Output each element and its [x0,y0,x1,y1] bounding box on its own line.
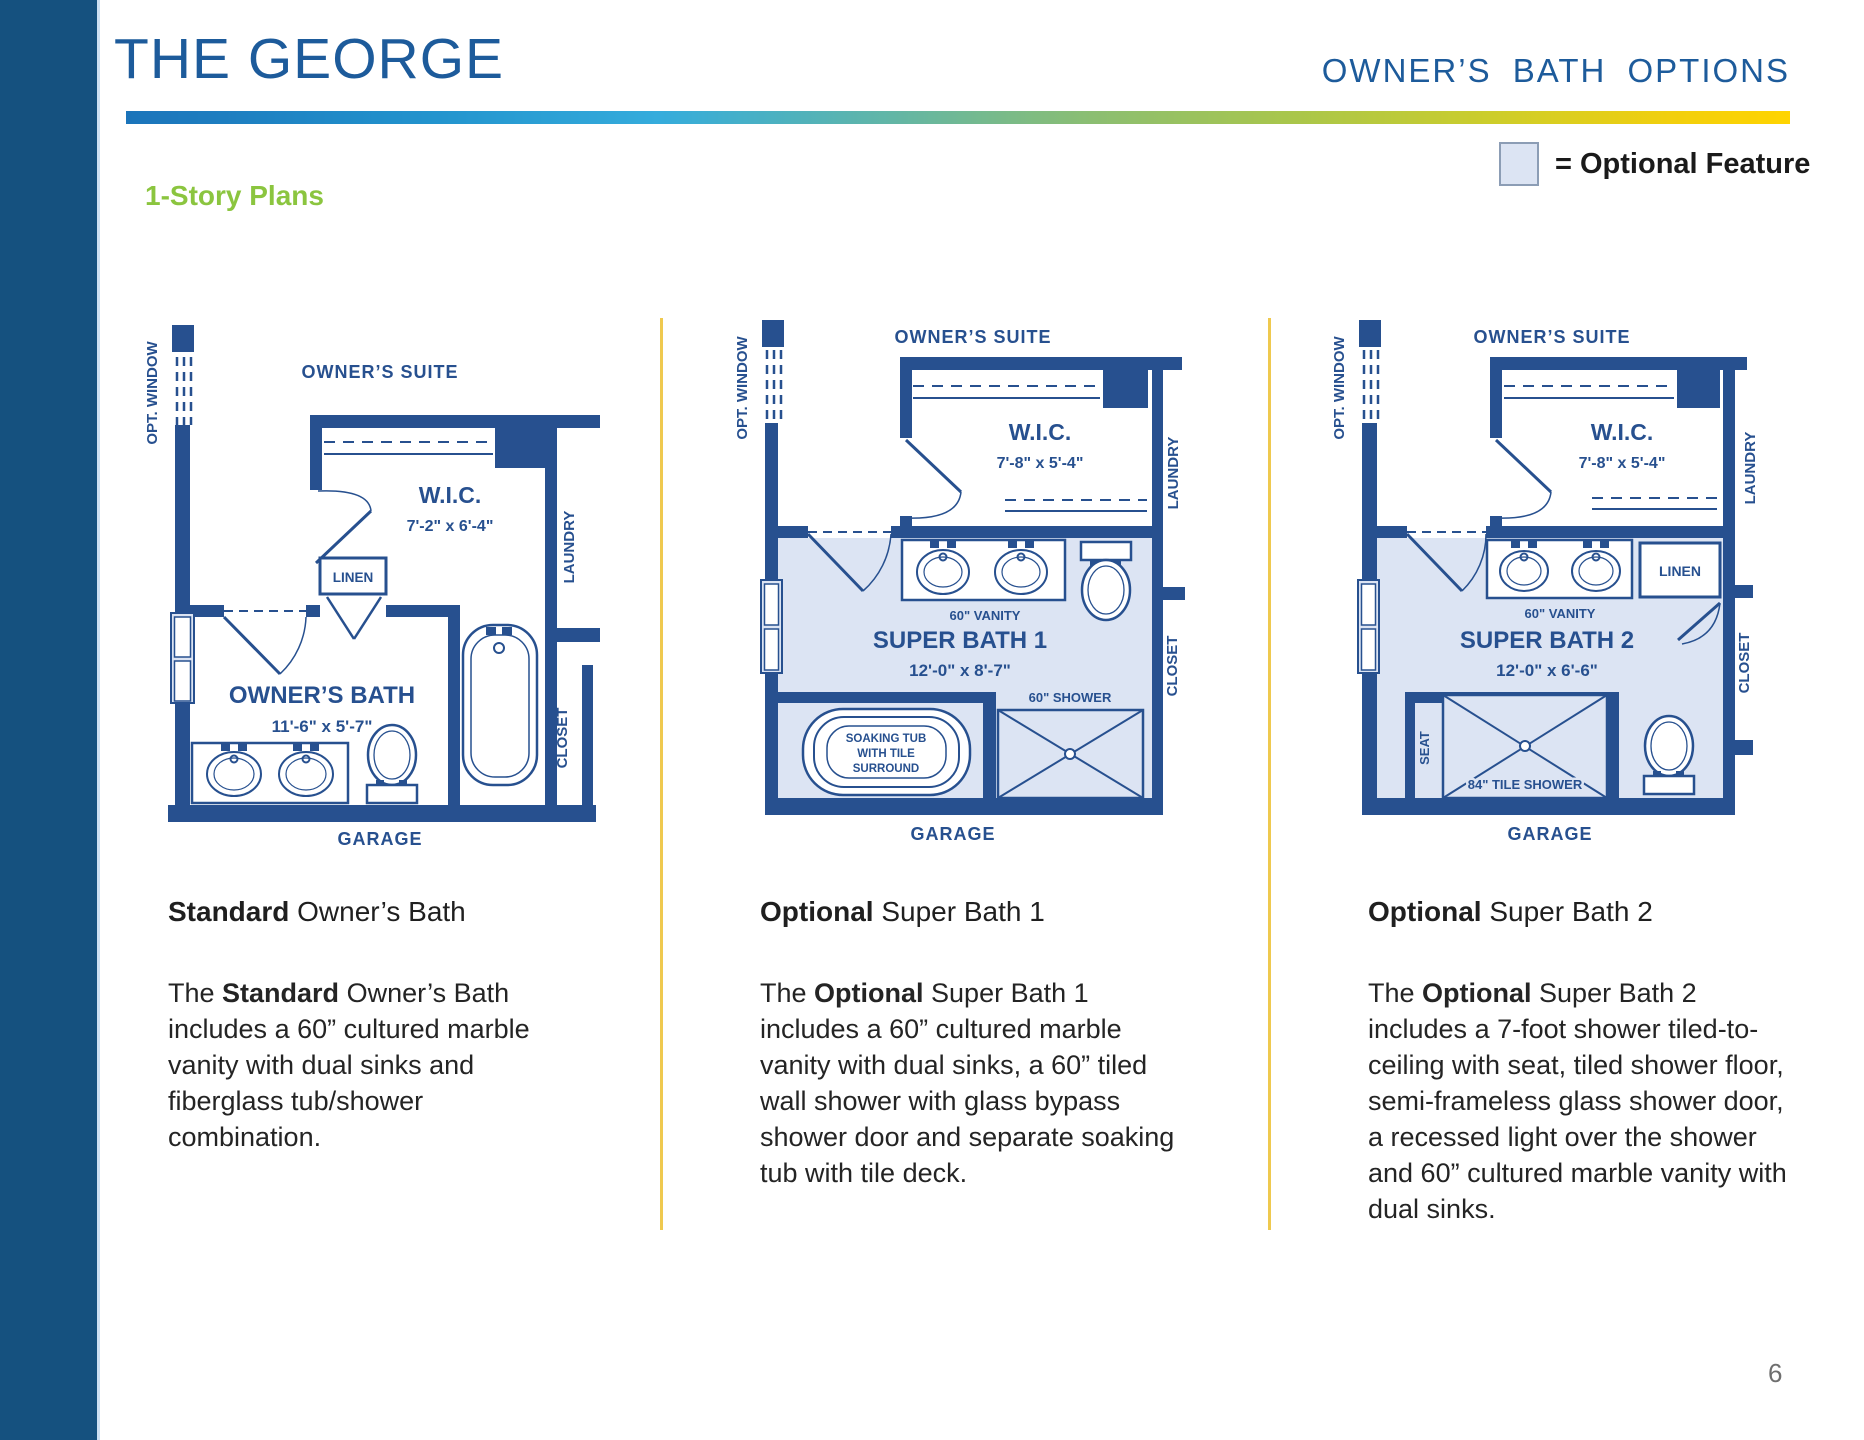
closet-label: CLOSET [554,707,571,769]
opt-window-label: OPT. WINDOW [1331,336,1348,440]
shower-fixture [998,710,1143,798]
room-dims: 12'-0" x 6'-6" [1496,661,1598,680]
caption-rest: Super Bath 1 [873,896,1045,927]
description-super-bath-2 [1368,975,1796,1227]
laundry-label: LAUNDRY [561,510,578,584]
floorplan-super-bath-2 [1312,268,1852,860]
desc-bold: Optional [1422,978,1532,1008]
vanity-fixture [1487,540,1632,598]
room-label: SUPER BATH 2 [1459,627,1635,654]
caption-standard-owners-bath [168,896,466,928]
caption-rest: Super Bath 2 [1481,896,1653,927]
desc-lead: The [760,978,815,1008]
caption-super-bath-1 [760,896,1045,928]
garage-label: GARAGE [1507,824,1593,844]
closet-label: CLOSET [1164,635,1181,697]
floorplan-super-bath-1 [705,268,1205,860]
room-dims: 11'-6" x 5'-7" [271,717,373,736]
page-title: THE GEORGE [114,27,505,91]
caption-bold: Standard [168,896,290,927]
caption-bold: Optional [760,896,874,927]
caption-super-bath-2 [1368,896,1653,928]
linen-label: LINEN [1659,563,1701,579]
wic-label: W.I.C. [418,482,482,508]
laundry-label: LAUNDRY [1742,431,1759,505]
garage-label: GARAGE [910,824,996,844]
tub-label-3: SURROUND [852,763,920,775]
optional-feature-label: = Optional Feature [1555,147,1811,180]
tub-label-2: WITH TILE [857,748,915,760]
room-label: SUPER BATH 1 [872,627,1048,654]
vanity-fixture [192,743,348,803]
toilet-fixture [367,725,417,803]
floorplan-standard-owners-bath [130,275,600,860]
gradient-rule [126,111,1790,124]
closet-label: CLOSET [1736,632,1753,694]
desc-bold: Optional [814,978,924,1008]
shower-label: 84" TILE SHOWER [1467,777,1583,792]
desc-rest: Owner’s Bath includes a 60” cultured marble vanity with dual sinks and fiberglass tub/shower combination. [168,978,530,1152]
desc-bold: Standard [222,978,340,1008]
linen-label: LINEN [332,570,374,585]
seat-label: SEAT [1417,731,1432,765]
vanity-label: 60" VANITY [949,608,1021,623]
suite-label: OWNER’S SUITE [1473,327,1631,347]
caption-rest: Owner’s Bath [289,896,466,927]
optional-feature-legend [1499,142,1810,186]
toilet-fixture [1081,542,1131,620]
wic-dims: 7'-8" x 5'-4" [996,455,1084,472]
suite-label: OWNER’S SUITE [894,327,1052,347]
laundry-label: LAUNDRY [1165,436,1182,510]
closet-rods [808,386,1147,532]
desc-rest: Super Bath 2 includes a 7-foot shower tiled-to-ceiling with seat, tiled shower floor, semi-frameless glass shower door, a recessed light over the shower and 60” cultured marble vanity with dual sinks. [1368,978,1787,1224]
opt-window-label: OPT. WINDOW [144,341,161,445]
wic-dims: 7'-8" x 5'-4" [1578,455,1666,472]
suite-label: OWNER’S SUITE [301,362,459,382]
description-super-bath-1 [760,975,1175,1191]
vanity-fixture [902,540,1065,600]
section-heading: 1-Story Plans [145,180,324,211]
opt-window-label: OPT. WINDOW [734,336,751,440]
optional-feature-swatch [1499,142,1539,186]
column-divider [660,318,663,1230]
wic-label: W.I.C. [1590,419,1654,445]
column-divider [1268,318,1271,1230]
shower-label: 60" SHOWER [1028,690,1112,705]
toilet-fixture [1644,716,1694,794]
wic-dims: 7'-2" x 6'-4" [406,518,494,535]
caption-bold: Optional [1368,896,1482,927]
desc-lead: The [1368,978,1423,1008]
room-dims: 12'-0" x 8'-7" [909,661,1011,680]
page-subtitle: OWNER’S BATH OPTIONS [1321,52,1790,89]
left-accent-bar [0,0,100,1440]
vanity-label: 60" VANITY [1524,606,1596,621]
closet-rods [1407,386,1717,532]
desc-lead: The [168,978,223,1008]
wic-label: W.I.C. [1008,419,1072,445]
room-label: OWNER’S BATH [228,682,416,709]
desc-rest: Super Bath 1 includes a 60” cultured marble vanity with dual sinks, a 60” tiled wall shower with glass bypass shower door and separate soaking tub with tile deck. [760,978,1175,1188]
tub-label-1: SOAKING TUB [845,733,927,745]
description-standard-owners-bath [168,975,563,1155]
bathtub-fixture [463,625,537,785]
page-number: 6 [1768,1358,1783,1388]
garage-label: GARAGE [337,829,423,849]
